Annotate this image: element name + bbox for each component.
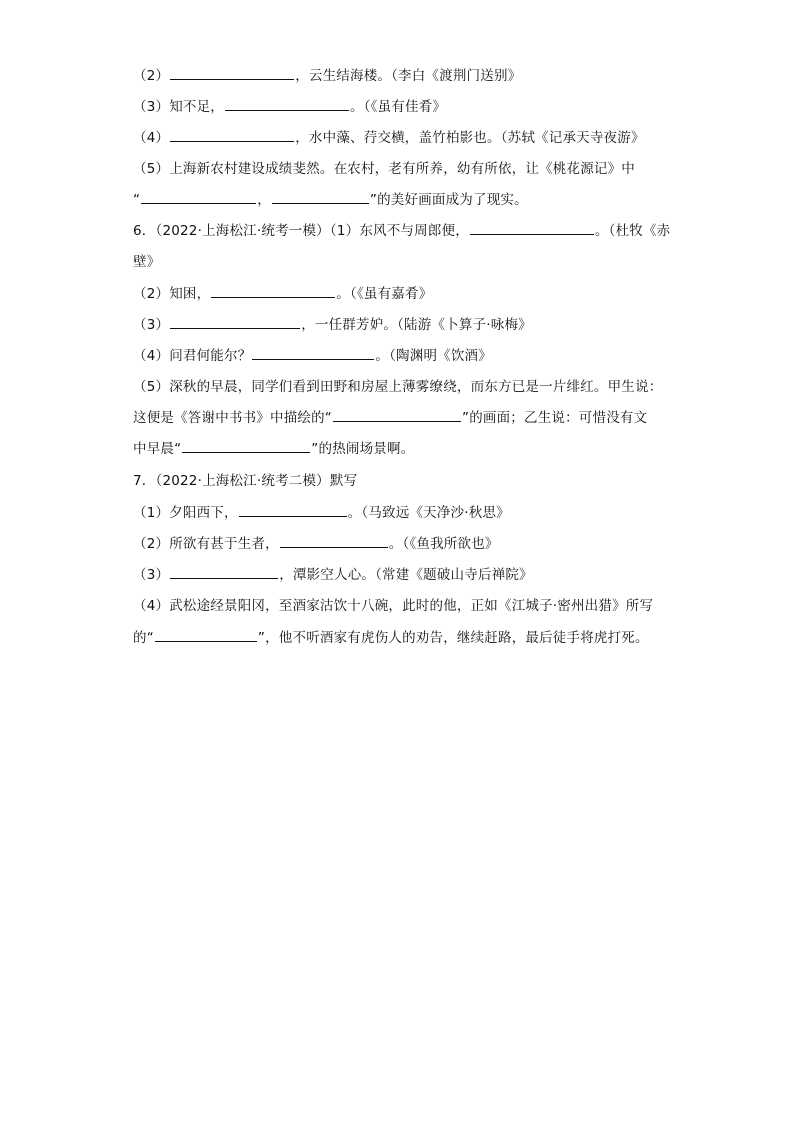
answer-blank[interactable]	[170, 128, 294, 142]
poem-line	[133, 628, 649, 648]
question-heading	[133, 221, 670, 241]
poem-line	[133, 503, 510, 523]
answer-blank[interactable]	[182, 439, 310, 453]
line-text: ”的美好画面成为了现实。	[369, 192, 528, 208]
line-text: 。（《鱼我所欲也》	[388, 536, 499, 552]
line-text: 7．（2022·上海松江·统考二模）默写	[133, 473, 358, 489]
question-text	[133, 252, 160, 272]
line-text: ，一任群芳妒。（陆游《卜算子·咏梅》	[301, 317, 532, 333]
question-text	[133, 377, 662, 397]
poem-line	[133, 408, 647, 428]
poem-line	[133, 284, 432, 304]
line-text: ，水中藻、荇交横，盖竹柏影也。（苏轼《记承天寺夜游》	[295, 130, 645, 146]
line-text: （5）上海新农村建设成绩斐然。在农村，老有所养，幼有所依，让《桃花源记》中	[133, 161, 635, 177]
poem-line	[133, 565, 533, 585]
line-text: （4）	[133, 130, 170, 146]
line-text: （4）问君何能尔？	[133, 348, 252, 364]
answer-blank[interactable]	[252, 346, 374, 360]
line-text: （3）	[133, 567, 170, 583]
line-text: 6．（2022·上海松江·统考一模）（1）东风不与周郎便，	[133, 223, 469, 239]
line-text: 这便是《答谢中书书》中描绘的“	[133, 410, 332, 426]
line-text: 。（杜牧《赤	[594, 223, 671, 239]
answer-blank[interactable]	[280, 534, 388, 548]
question-text	[133, 596, 653, 616]
poem-line	[133, 97, 446, 117]
line-text: ”的热闹场景啊。	[311, 441, 415, 457]
answer-blank[interactable]	[170, 565, 278, 579]
answer-blank[interactable]	[155, 628, 257, 642]
answer-blank[interactable]	[170, 66, 294, 80]
line-text: （2）知困，	[133, 286, 211, 302]
line-text: ”，他不听酒家有虎伤人的劝告，继续赶路，最后徒手将虎打死。	[257, 630, 649, 646]
line-text: 中早晨“	[133, 441, 182, 457]
answer-blank[interactable]	[170, 315, 300, 329]
line-text: 的“	[133, 630, 154, 646]
line-text: ”的画面；乙生说：可惜没有文	[462, 410, 648, 426]
line-text: 。（马致远《天净沙·秋思》	[347, 505, 510, 521]
poem-line	[133, 534, 499, 554]
poem-line	[133, 315, 532, 335]
poem-line	[133, 190, 528, 210]
poem-line	[133, 439, 414, 459]
poem-line	[133, 66, 521, 86]
line-text: （2）	[133, 68, 170, 84]
answer-blank[interactable]	[239, 503, 347, 517]
poem-line	[133, 346, 492, 366]
line-text: （1）夕阳西下，	[133, 505, 238, 521]
line-text: （3）	[133, 317, 170, 333]
line-text: 壁》	[133, 254, 161, 270]
line-text: （4）武松途经景阳冈，至酒家沽饮十八碗，此时的他，正如《江城子·密州出猎》所写	[133, 598, 654, 614]
answer-blank[interactable]	[141, 190, 256, 204]
line-text: （2）所欲有甚于生者，	[133, 536, 279, 552]
line-text: （3）知不足，	[133, 99, 224, 115]
poem-line	[133, 128, 645, 148]
line-text: ，潭影空人心。（常建《题破山寺后禅院》	[279, 567, 533, 583]
line-text: （5）深秋的早晨，同学们看到田野和房屋上薄雾缭绕，而东方已是一片绯红。甲生说：	[133, 379, 663, 395]
line-text: 。（陶渊明《饮酒》	[375, 348, 492, 364]
line-text: 。（《虽有佳肴》	[350, 99, 447, 115]
question-text	[133, 159, 635, 179]
answer-blank[interactable]	[470, 221, 594, 235]
answer-blank[interactable]	[333, 408, 461, 422]
line-text: “	[133, 192, 141, 208]
answer-blank[interactable]	[225, 97, 349, 111]
line-text: ，	[257, 192, 271, 208]
answer-blank[interactable]	[211, 284, 335, 298]
answer-blank[interactable]	[272, 190, 369, 204]
question-heading	[133, 471, 357, 491]
line-text: ，云生结海楼。（李白《渡荆门送别》	[295, 68, 522, 84]
line-text: 。（《虽有嘉肴》	[336, 286, 433, 302]
